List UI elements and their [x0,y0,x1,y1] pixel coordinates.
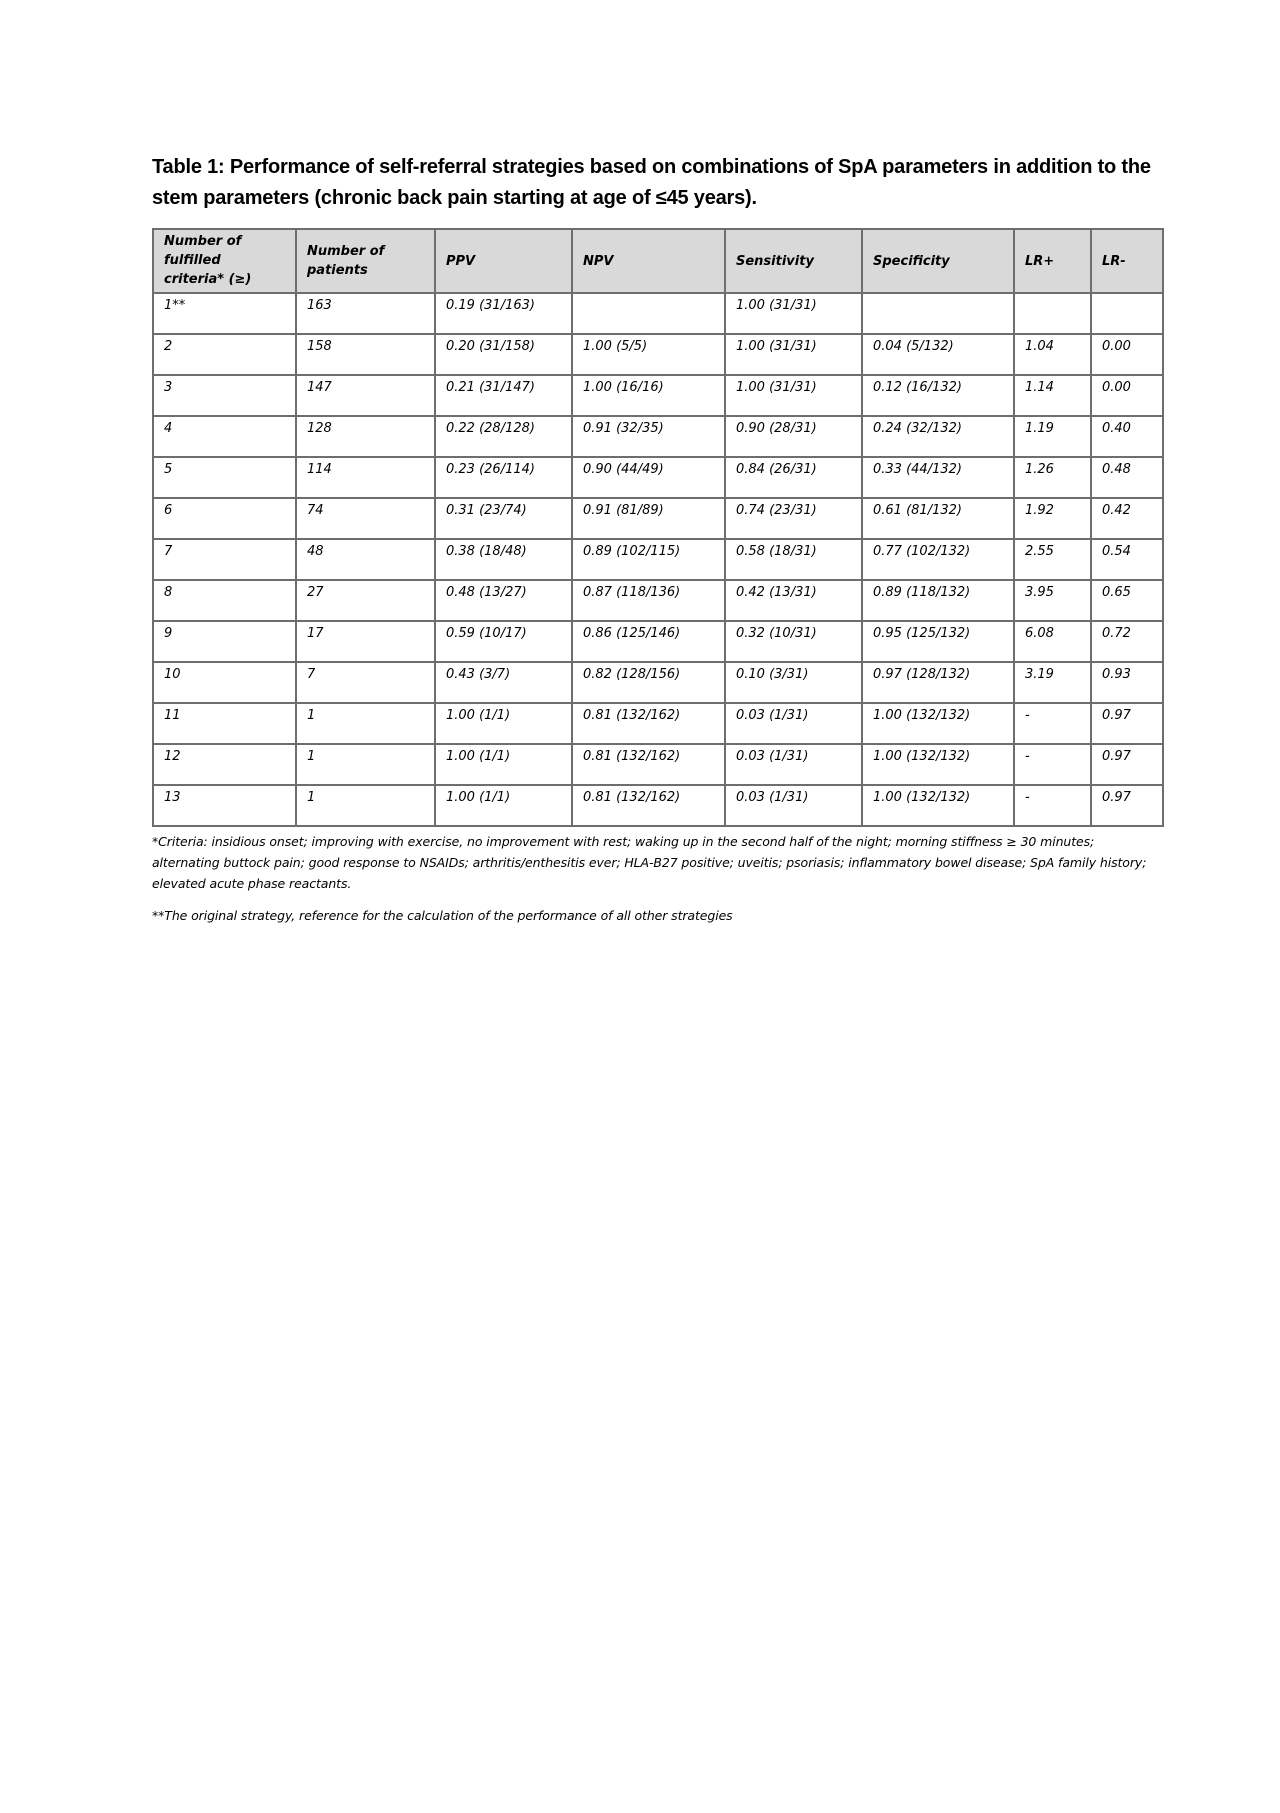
specificity-cell [862,293,1014,334]
ppv-cell: 0.48 (13/27) [435,580,572,621]
patients-cell: 147 [296,375,435,416]
patients-cell: 163 [296,293,435,334]
lr-positive-cell [1014,293,1091,334]
header-ppv: PPV [435,229,572,293]
ppv-cell: 0.21 (31/147) [435,375,572,416]
specificity-cell: 0.24 (32/132) [862,416,1014,457]
table-row [153,416,1163,457]
npv-cell: 0.82 (128/156) [572,662,725,703]
criteria-cell: 3 [153,375,296,416]
lr-positive-cell: - [1014,744,1091,785]
criteria-cell: 5 [153,457,296,498]
sensitivity-cell: 0.84 (26/31) [725,457,862,498]
lr-positive-cell: 1.04 [1014,334,1091,375]
sensitivity-cell: 0.74 (23/31) [725,498,862,539]
lr-positive-cell: 1.19 [1014,416,1091,457]
patients-cell: 17 [296,621,435,662]
sensitivity-cell: 0.90 (28/31) [725,416,862,457]
ppv-cell: 1.00 (1/1) [435,703,572,744]
table-title: Table 1: Performance of self-referral strategies based on combinations of SpA parameters in addition to the stem parameters (chronic back pain starting at age of ≤45 years). [152,156,1151,209]
lr-negative-cell: 0.00 [1091,375,1163,416]
npv-cell [572,293,725,334]
lr-negative-cell: 0.48 [1091,457,1163,498]
sensitivity-cell: 0.42 (13/31) [725,580,862,621]
specificity-cell: 1.00 (132/132) [862,744,1014,785]
header-npv: NPV [572,229,725,293]
specificity-cell: 0.12 (16/132) [862,375,1014,416]
ppv-cell: 0.19 (31/163) [435,293,572,334]
lr-negative-cell: 0.97 [1091,703,1163,744]
npv-cell: 0.90 (44/49) [572,457,725,498]
patients-cell: 74 [296,498,435,539]
sensitivity-cell: 0.03 (1/31) [725,703,862,744]
criteria-cell: 4 [153,416,296,457]
table-row [153,580,1163,621]
lr-negative-cell: 0.97 [1091,785,1163,826]
table-row [153,785,1163,826]
specificity-cell: 1.00 (132/132) [862,703,1014,744]
header-lr-positive: LR+ [1014,229,1091,293]
sensitivity-cell: 1.00 (31/31) [725,375,862,416]
sensitivity-cell: 0.03 (1/31) [725,785,862,826]
npv-cell: 0.87 (118/136) [572,580,725,621]
npv-cell: 0.91 (32/35) [572,416,725,457]
sensitivity-cell: 0.58 (18/31) [725,539,862,580]
criteria-cell: 10 [153,662,296,703]
ppv-cell: 0.22 (28/128) [435,416,572,457]
lr-positive-cell: 6.08 [1014,621,1091,662]
patients-cell: 1 [296,785,435,826]
results-table [152,228,1164,827]
criteria-cell: 13 [153,785,296,826]
npv-cell: 0.89 (102/115) [572,539,725,580]
npv-cell: 1.00 (16/16) [572,375,725,416]
ppv-cell: 1.00 (1/1) [435,744,572,785]
npv-cell: 0.91 (81/89) [572,498,725,539]
npv-cell: 0.81 (132/162) [572,703,725,744]
patients-cell: 158 [296,334,435,375]
specificity-cell: 0.89 (118/132) [862,580,1014,621]
npv-cell: 0.81 (132/162) [572,785,725,826]
lr-positive-cell: 3.95 [1014,580,1091,621]
lr-positive-cell: 2.55 [1014,539,1091,580]
footnote-original-strategy: **The original strategy, reference for the calculation of the performance of all other strategies [152,908,733,923]
lr-negative-cell: 0.65 [1091,580,1163,621]
criteria-cell: 1** [153,293,296,334]
criteria-cell: 11 [153,703,296,744]
lr-negative-cell: 0.00 [1091,334,1163,375]
criteria-cell: 2 [153,334,296,375]
specificity-cell: 1.00 (132/132) [862,785,1014,826]
header-fulfilled-criteria: Number of fulfilled criteria* (≥) [153,229,296,293]
patients-cell: 7 [296,662,435,703]
sensitivity-cell: 0.03 (1/31) [725,744,862,785]
specificity-cell: 0.61 (81/132) [862,498,1014,539]
ppv-cell: 0.43 (3/7) [435,662,572,703]
table-row [153,662,1163,703]
patients-cell: 48 [296,539,435,580]
header-sensitivity: Sensitivity [725,229,862,293]
lr-negative-cell: 0.93 [1091,662,1163,703]
lr-positive-cell: 1.26 [1014,457,1091,498]
ppv-cell: 0.20 (31/158) [435,334,572,375]
criteria-cell: 6 [153,498,296,539]
lr-positive-cell: 1.92 [1014,498,1091,539]
lr-positive-cell: - [1014,785,1091,826]
criteria-cell: 9 [153,621,296,662]
lr-negative-cell: 0.72 [1091,621,1163,662]
lr-negative-cell [1091,293,1163,334]
table-row [153,293,1163,334]
ppv-cell: 0.31 (23/74) [435,498,572,539]
table-row [153,498,1163,539]
specificity-cell: 0.95 (125/132) [862,621,1014,662]
criteria-cell: 8 [153,580,296,621]
criteria-cell: 12 [153,744,296,785]
specificity-cell: 0.77 (102/132) [862,539,1014,580]
lr-negative-cell: 0.54 [1091,539,1163,580]
table-row [153,375,1163,416]
sensitivity-cell: 0.32 (10/31) [725,621,862,662]
lr-negative-cell: 0.40 [1091,416,1163,457]
table-header-row [153,229,1163,293]
sensitivity-cell: 1.00 (31/31) [725,334,862,375]
patients-cell: 114 [296,457,435,498]
patients-cell: 128 [296,416,435,457]
lr-negative-cell: 0.42 [1091,498,1163,539]
table-row [153,539,1163,580]
npv-cell: 0.86 (125/146) [572,621,725,662]
document-page [152,152,1162,926]
patients-cell: 1 [296,703,435,744]
table-row [153,621,1163,662]
criteria-cell: 7 [153,539,296,580]
ppv-cell: 1.00 (1/1) [435,785,572,826]
specificity-cell: 0.33 (44/132) [862,457,1014,498]
table-row [153,744,1163,785]
ppv-cell: 0.38 (18/48) [435,539,572,580]
header-number-of-patients: Number of patients [296,229,435,293]
npv-cell: 1.00 (5/5) [572,334,725,375]
header-lr-negative: LR- [1091,229,1163,293]
npv-cell: 0.81 (132/162) [572,744,725,785]
header-specificity: Specificity [862,229,1014,293]
ppv-cell: 0.23 (26/114) [435,457,572,498]
table-row [153,703,1163,744]
sensitivity-cell: 0.10 (3/31) [725,662,862,703]
lr-positive-cell: - [1014,703,1091,744]
patients-cell: 1 [296,744,435,785]
table-row [153,457,1163,498]
table-row [153,334,1163,375]
patients-cell: 27 [296,580,435,621]
specificity-cell: 0.97 (128/132) [862,662,1014,703]
ppv-cell: 0.59 (10/17) [435,621,572,662]
table-body [153,293,1163,826]
specificity-cell: 0.04 (5/132) [862,334,1014,375]
lr-positive-cell: 3.19 [1014,662,1091,703]
lr-positive-cell: 1.14 [1014,375,1091,416]
sensitivity-cell: 1.00 (31/31) [725,293,862,334]
lr-negative-cell: 0.97 [1091,744,1163,785]
footnote-criteria: *Criteria: insidious onset; improving with exercise, no improvement with rest; waking up in the second half of the night; morning stiffness ≥ 30 minutes; alternating buttock pain; good response to NSAIDs; arthritis/enthesitis ever; HLA-B27 positive; uveitis; psoriasis; inflammatory bowel disease; SpA family history; elevated acute phase reactants. [152,834,1147,891]
